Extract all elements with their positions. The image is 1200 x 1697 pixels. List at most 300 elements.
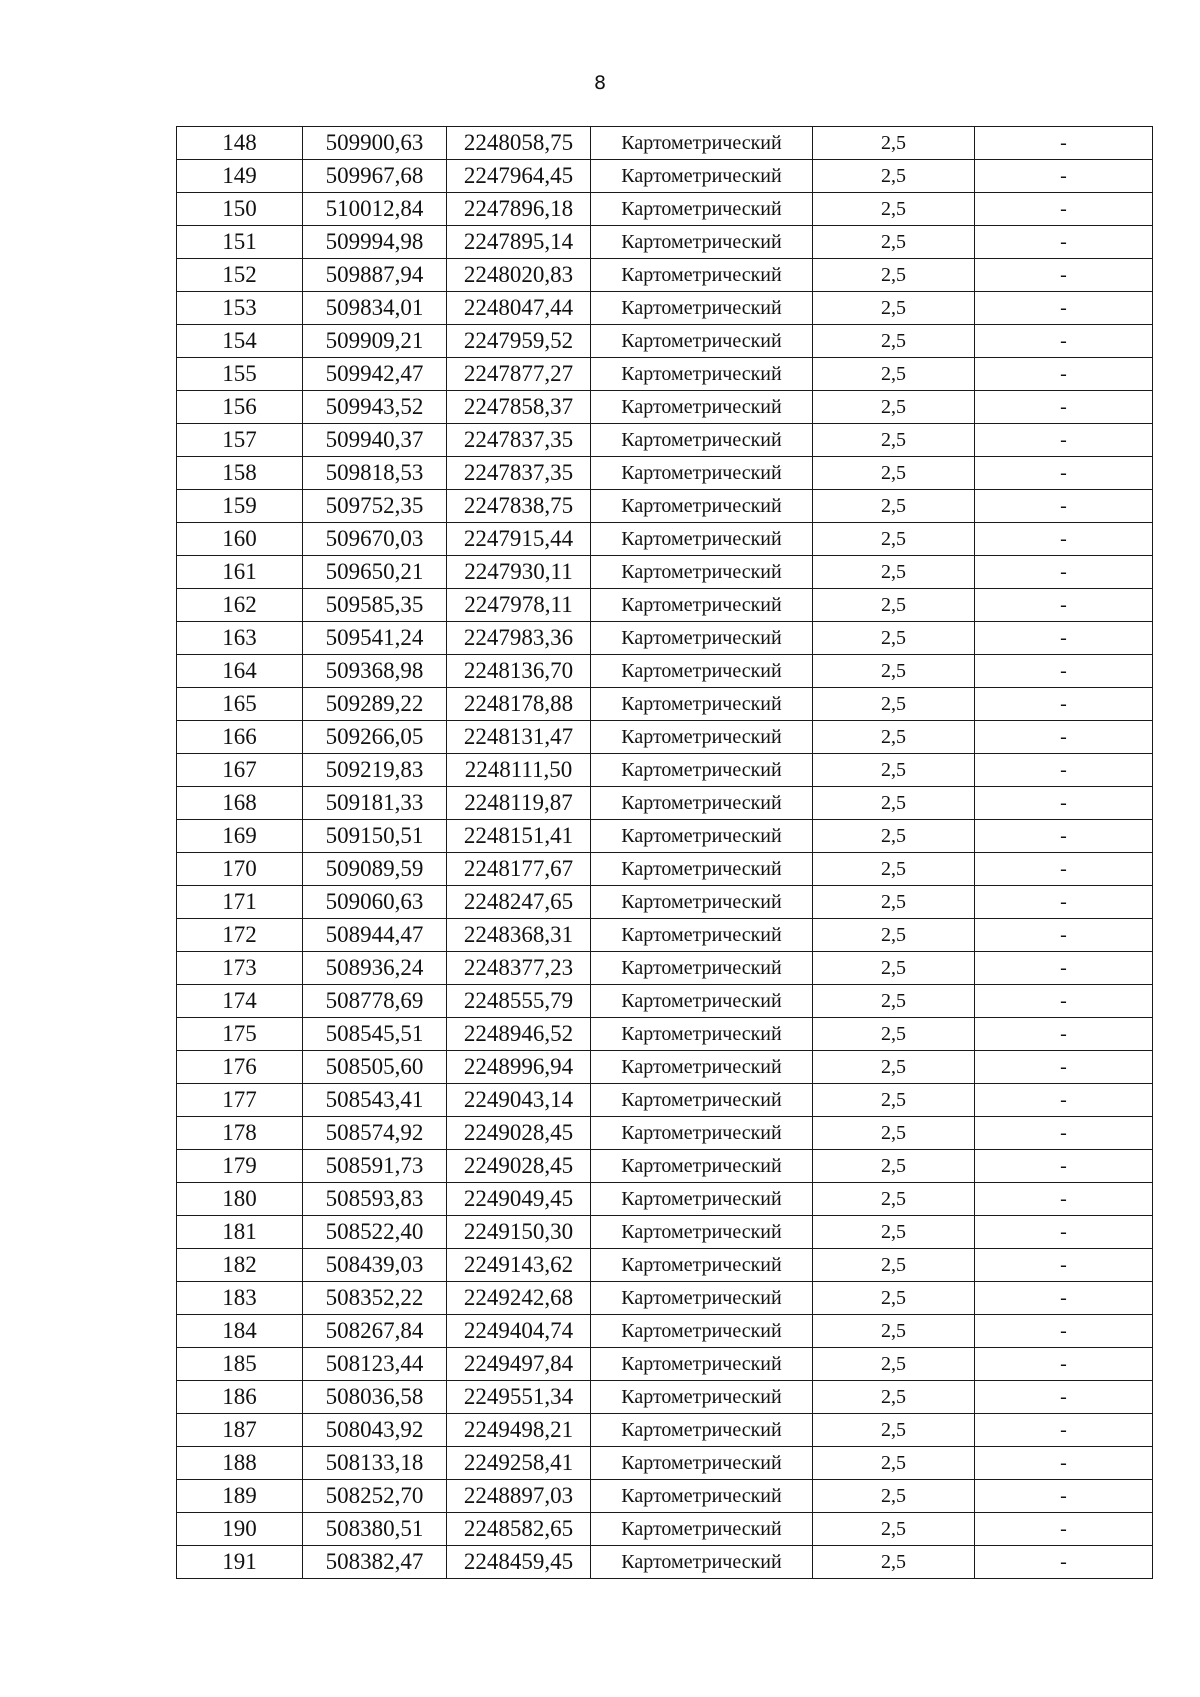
y-coordinate-cell: 2247964,45 [447,160,591,193]
method-cell: Картометрический [591,721,813,754]
point-number-cell: 170 [177,853,303,886]
description-cell: - [975,1249,1153,1282]
accuracy-cell: 2,5 [813,226,975,259]
table-row [177,1513,1153,1546]
description-cell: - [975,1018,1153,1051]
point-number-cell: 177 [177,1084,303,1117]
accuracy-cell: 2,5 [813,688,975,721]
description-cell: - [975,1546,1153,1579]
x-coordinate-cell: 508380,51 [303,1513,447,1546]
accuracy-cell: 2,5 [813,1546,975,1579]
method-cell: Картометрический [591,853,813,886]
point-number-cell: 154 [177,325,303,358]
y-coordinate-cell: 2248897,03 [447,1480,591,1513]
description-cell: - [975,556,1153,589]
description-cell: - [975,1513,1153,1546]
y-coordinate-cell: 2249150,30 [447,1216,591,1249]
accuracy-cell: 2,5 [813,556,975,589]
method-cell: Картометрический [591,985,813,1018]
description-cell: - [975,490,1153,523]
point-number-cell: 180 [177,1183,303,1216]
coordinates-table [176,126,1153,1579]
table-row [177,754,1153,787]
y-coordinate-cell: 2248377,23 [447,952,591,985]
point-number-cell: 155 [177,358,303,391]
point-number-cell: 185 [177,1348,303,1381]
description-cell: - [975,358,1153,391]
table-row [177,886,1153,919]
method-cell: Картометрический [591,424,813,457]
accuracy-cell: 2,5 [813,886,975,919]
y-coordinate-cell: 2248177,67 [447,853,591,886]
description-cell: - [975,787,1153,820]
method-cell: Картометрический [591,358,813,391]
x-coordinate-cell: 508133,18 [303,1447,447,1480]
description-cell: - [975,259,1153,292]
method-cell: Картометрический [591,1282,813,1315]
accuracy-cell: 2,5 [813,1513,975,1546]
method-cell: Картометрический [591,919,813,952]
table-row [177,160,1153,193]
description-cell: - [975,523,1153,556]
point-number-cell: 190 [177,1513,303,1546]
accuracy-cell: 2,5 [813,193,975,226]
x-coordinate-cell: 510012,84 [303,193,447,226]
point-number-cell: 174 [177,985,303,1018]
x-coordinate-cell: 508778,69 [303,985,447,1018]
description-cell: - [975,1447,1153,1480]
method-cell: Картометрический [591,688,813,721]
y-coordinate-cell: 2248058,75 [447,127,591,160]
table-row [177,688,1153,721]
point-number-cell: 150 [177,193,303,226]
table-row [177,457,1153,490]
y-coordinate-cell: 2248996,94 [447,1051,591,1084]
method-cell: Картометрический [591,589,813,622]
x-coordinate-cell: 509585,35 [303,589,447,622]
point-number-cell: 165 [177,688,303,721]
description-cell: - [975,886,1153,919]
accuracy-cell: 2,5 [813,1480,975,1513]
y-coordinate-cell: 2248459,45 [447,1546,591,1579]
x-coordinate-cell: 509089,59 [303,853,447,886]
x-coordinate-cell: 509909,21 [303,325,447,358]
point-number-cell: 189 [177,1480,303,1513]
point-number-cell: 157 [177,424,303,457]
table-row [177,1216,1153,1249]
description-cell: - [975,325,1153,358]
accuracy-cell: 2,5 [813,853,975,886]
description-cell: - [975,1315,1153,1348]
description-cell: - [975,424,1153,457]
description-cell: - [975,1117,1153,1150]
method-cell: Картометрический [591,292,813,325]
method-cell: Картометрический [591,1414,813,1447]
y-coordinate-cell: 2249028,45 [447,1150,591,1183]
table-row [177,1051,1153,1084]
table-row [177,1018,1153,1051]
description-cell: - [975,1348,1153,1381]
point-number-cell: 164 [177,655,303,688]
table-row [177,325,1153,358]
description-cell: - [975,127,1153,160]
accuracy-cell: 2,5 [813,787,975,820]
method-cell: Картометрический [591,655,813,688]
method-cell: Картометрический [591,325,813,358]
point-number-cell: 188 [177,1447,303,1480]
description-cell: - [975,292,1153,325]
accuracy-cell: 2,5 [813,1381,975,1414]
x-coordinate-cell: 508545,51 [303,1018,447,1051]
point-number-cell: 160 [177,523,303,556]
table-row [177,787,1153,820]
description-cell: - [975,952,1153,985]
method-cell: Картометрический [591,523,813,556]
x-coordinate-cell: 508522,40 [303,1216,447,1249]
method-cell: Картометрический [591,226,813,259]
x-coordinate-cell: 508944,47 [303,919,447,952]
method-cell: Картометрический [591,1315,813,1348]
y-coordinate-cell: 2247858,37 [447,391,591,424]
y-coordinate-cell: 2248020,83 [447,259,591,292]
accuracy-cell: 2,5 [813,1084,975,1117]
method-cell: Картометрический [591,1150,813,1183]
table-row [177,1084,1153,1117]
accuracy-cell: 2,5 [813,754,975,787]
x-coordinate-cell: 509541,24 [303,622,447,655]
x-coordinate-cell: 509942,47 [303,358,447,391]
table-row [177,655,1153,688]
x-coordinate-cell: 509219,83 [303,754,447,787]
description-cell: - [975,688,1153,721]
point-number-cell: 172 [177,919,303,952]
x-coordinate-cell: 508252,70 [303,1480,447,1513]
x-coordinate-cell: 509150,51 [303,820,447,853]
point-number-cell: 183 [177,1282,303,1315]
y-coordinate-cell: 2248131,47 [447,721,591,754]
y-coordinate-cell: 2247983,36 [447,622,591,655]
y-coordinate-cell: 2249049,45 [447,1183,591,1216]
accuracy-cell: 2,5 [813,127,975,160]
point-number-cell: 167 [177,754,303,787]
y-coordinate-cell: 2248119,87 [447,787,591,820]
table-row [177,358,1153,391]
y-coordinate-cell: 2247895,14 [447,226,591,259]
x-coordinate-cell: 509940,37 [303,424,447,457]
coordinates-table-body [177,127,1153,1579]
x-coordinate-cell: 509368,98 [303,655,447,688]
x-coordinate-cell: 508936,24 [303,952,447,985]
accuracy-cell: 2,5 [813,1018,975,1051]
table-row [177,919,1153,952]
y-coordinate-cell: 2247837,35 [447,424,591,457]
description-cell: - [975,457,1153,490]
table-row [177,820,1153,853]
x-coordinate-cell: 509967,68 [303,160,447,193]
y-coordinate-cell: 2247930,11 [447,556,591,589]
x-coordinate-cell: 509818,53 [303,457,447,490]
table-row [177,391,1153,424]
y-coordinate-cell: 2247837,35 [447,457,591,490]
accuracy-cell: 2,5 [813,523,975,556]
table-row [177,292,1153,325]
table-row [177,721,1153,754]
point-number-cell: 191 [177,1546,303,1579]
x-coordinate-cell: 509670,03 [303,523,447,556]
description-cell: - [975,820,1153,853]
description-cell: - [975,655,1153,688]
y-coordinate-cell: 2249498,21 [447,1414,591,1447]
y-coordinate-cell: 2248247,65 [447,886,591,919]
point-number-cell: 176 [177,1051,303,1084]
table-row [177,1348,1153,1381]
point-number-cell: 186 [177,1381,303,1414]
method-cell: Картометрический [591,127,813,160]
y-coordinate-cell: 2248178,88 [447,688,591,721]
description-cell: - [975,589,1153,622]
description-cell: - [975,193,1153,226]
point-number-cell: 151 [177,226,303,259]
accuracy-cell: 2,5 [813,292,975,325]
accuracy-cell: 2,5 [813,424,975,457]
table-row [177,490,1153,523]
description-cell: - [975,1282,1153,1315]
page-number: 8 [593,72,607,94]
y-coordinate-cell: 2249258,41 [447,1447,591,1480]
point-number-cell: 179 [177,1150,303,1183]
point-number-cell: 149 [177,160,303,193]
description-cell: - [975,721,1153,754]
y-coordinate-cell: 2248111,50 [447,754,591,787]
x-coordinate-cell: 509266,05 [303,721,447,754]
method-cell: Картометрический [591,556,813,589]
x-coordinate-cell: 508591,73 [303,1150,447,1183]
description-cell: - [975,1051,1153,1084]
y-coordinate-cell: 2248582,65 [447,1513,591,1546]
description-cell: - [975,1216,1153,1249]
method-cell: Картометрический [591,952,813,985]
y-coordinate-cell: 2248047,44 [447,292,591,325]
point-number-cell: 166 [177,721,303,754]
table-row [177,127,1153,160]
method-cell: Картометрический [591,622,813,655]
point-number-cell: 181 [177,1216,303,1249]
table-row [177,1315,1153,1348]
point-number-cell: 187 [177,1414,303,1447]
accuracy-cell: 2,5 [813,952,975,985]
method-cell: Картометрический [591,1183,813,1216]
x-coordinate-cell: 509900,63 [303,127,447,160]
accuracy-cell: 2,5 [813,1183,975,1216]
table-row [177,1282,1153,1315]
method-cell: Картометрический [591,1216,813,1249]
point-number-cell: 163 [177,622,303,655]
table-row [177,1183,1153,1216]
method-cell: Картометрический [591,1051,813,1084]
y-coordinate-cell: 2247896,18 [447,193,591,226]
method-cell: Картометрический [591,787,813,820]
method-cell: Картометрический [591,1117,813,1150]
point-number-cell: 161 [177,556,303,589]
x-coordinate-cell: 509752,35 [303,490,447,523]
x-coordinate-cell: 509289,22 [303,688,447,721]
point-number-cell: 153 [177,292,303,325]
y-coordinate-cell: 2247877,27 [447,358,591,391]
accuracy-cell: 2,5 [813,1150,975,1183]
method-cell: Картометрический [591,1513,813,1546]
point-number-cell: 173 [177,952,303,985]
point-number-cell: 184 [177,1315,303,1348]
point-number-cell: 175 [177,1018,303,1051]
x-coordinate-cell: 509887,94 [303,259,447,292]
method-cell: Картометрический [591,259,813,292]
point-number-cell: 152 [177,259,303,292]
y-coordinate-cell: 2249242,68 [447,1282,591,1315]
x-coordinate-cell: 508352,22 [303,1282,447,1315]
accuracy-cell: 2,5 [813,589,975,622]
y-coordinate-cell: 2247915,44 [447,523,591,556]
y-coordinate-cell: 2248136,70 [447,655,591,688]
table-row [177,1546,1153,1579]
description-cell: - [975,1414,1153,1447]
description-cell: - [975,853,1153,886]
x-coordinate-cell: 509650,21 [303,556,447,589]
method-cell: Картометрический [591,1447,813,1480]
accuracy-cell: 2,5 [813,325,975,358]
description-cell: - [975,160,1153,193]
accuracy-cell: 2,5 [813,490,975,523]
y-coordinate-cell: 2248368,31 [447,919,591,952]
table-row [177,1414,1153,1447]
point-number-cell: 168 [177,787,303,820]
table-row [177,952,1153,985]
table-row [177,1381,1153,1414]
table-row [177,589,1153,622]
accuracy-cell: 2,5 [813,1117,975,1150]
description-cell: - [975,1183,1153,1216]
y-coordinate-cell: 2249551,34 [447,1381,591,1414]
accuracy-cell: 2,5 [813,358,975,391]
x-coordinate-cell: 508123,44 [303,1348,447,1381]
method-cell: Картометрический [591,820,813,853]
method-cell: Картометрический [591,391,813,424]
point-number-cell: 169 [177,820,303,853]
accuracy-cell: 2,5 [813,1282,975,1315]
x-coordinate-cell: 508043,92 [303,1414,447,1447]
x-coordinate-cell: 508267,84 [303,1315,447,1348]
table-row [177,1249,1153,1282]
method-cell: Картометрический [591,754,813,787]
description-cell: - [975,1150,1153,1183]
x-coordinate-cell: 509943,52 [303,391,447,424]
method-cell: Картометрический [591,160,813,193]
y-coordinate-cell: 2247978,11 [447,589,591,622]
y-coordinate-cell: 2249497,84 [447,1348,591,1381]
y-coordinate-cell: 2247959,52 [447,325,591,358]
table-row [177,1117,1153,1150]
y-coordinate-cell: 2248946,52 [447,1018,591,1051]
x-coordinate-cell: 508382,47 [303,1546,447,1579]
accuracy-cell: 2,5 [813,1051,975,1084]
method-cell: Картометрический [591,1348,813,1381]
description-cell: - [975,622,1153,655]
x-coordinate-cell: 508574,92 [303,1117,447,1150]
description-cell: - [975,391,1153,424]
method-cell: Картометрический [591,1546,813,1579]
table-row [177,424,1153,457]
y-coordinate-cell: 2247838,75 [447,490,591,523]
table-row [177,622,1153,655]
table-row [177,259,1153,292]
table-row [177,556,1153,589]
method-cell: Картометрический [591,1018,813,1051]
y-coordinate-cell: 2248555,79 [447,985,591,1018]
accuracy-cell: 2,5 [813,1447,975,1480]
description-cell: - [975,754,1153,787]
method-cell: Картометрический [591,457,813,490]
point-number-cell: 156 [177,391,303,424]
accuracy-cell: 2,5 [813,160,975,193]
method-cell: Картометрический [591,1381,813,1414]
y-coordinate-cell: 2249143,62 [447,1249,591,1282]
table-row [177,985,1153,1018]
method-cell: Картометрический [591,193,813,226]
description-cell: - [975,1480,1153,1513]
accuracy-cell: 2,5 [813,1414,975,1447]
accuracy-cell: 2,5 [813,985,975,1018]
accuracy-cell: 2,5 [813,721,975,754]
x-coordinate-cell: 508593,83 [303,1183,447,1216]
table-row [177,1480,1153,1513]
point-number-cell: 148 [177,127,303,160]
table-row [177,853,1153,886]
point-number-cell: 171 [177,886,303,919]
table-row [177,1150,1153,1183]
method-cell: Картометрический [591,1249,813,1282]
y-coordinate-cell: 2249404,74 [447,1315,591,1348]
x-coordinate-cell: 509060,63 [303,886,447,919]
accuracy-cell: 2,5 [813,919,975,952]
accuracy-cell: 2,5 [813,622,975,655]
table-row [177,193,1153,226]
x-coordinate-cell: 508439,03 [303,1249,447,1282]
table-row [177,523,1153,556]
method-cell: Картометрический [591,1480,813,1513]
table-row [177,226,1153,259]
point-number-cell: 162 [177,589,303,622]
accuracy-cell: 2,5 [813,391,975,424]
accuracy-cell: 2,5 [813,1249,975,1282]
point-number-cell: 159 [177,490,303,523]
method-cell: Картометрический [591,886,813,919]
accuracy-cell: 2,5 [813,655,975,688]
accuracy-cell: 2,5 [813,457,975,490]
method-cell: Картометрический [591,1084,813,1117]
method-cell: Картометрический [591,490,813,523]
point-number-cell: 182 [177,1249,303,1282]
y-coordinate-cell: 2249028,45 [447,1117,591,1150]
x-coordinate-cell: 508543,41 [303,1084,447,1117]
y-coordinate-cell: 2248151,41 [447,820,591,853]
table-row [177,1447,1153,1480]
description-cell: - [975,985,1153,1018]
description-cell: - [975,1084,1153,1117]
description-cell: - [975,1381,1153,1414]
y-coordinate-cell: 2249043,14 [447,1084,591,1117]
accuracy-cell: 2,5 [813,1216,975,1249]
accuracy-cell: 2,5 [813,1315,975,1348]
accuracy-cell: 2,5 [813,1348,975,1381]
